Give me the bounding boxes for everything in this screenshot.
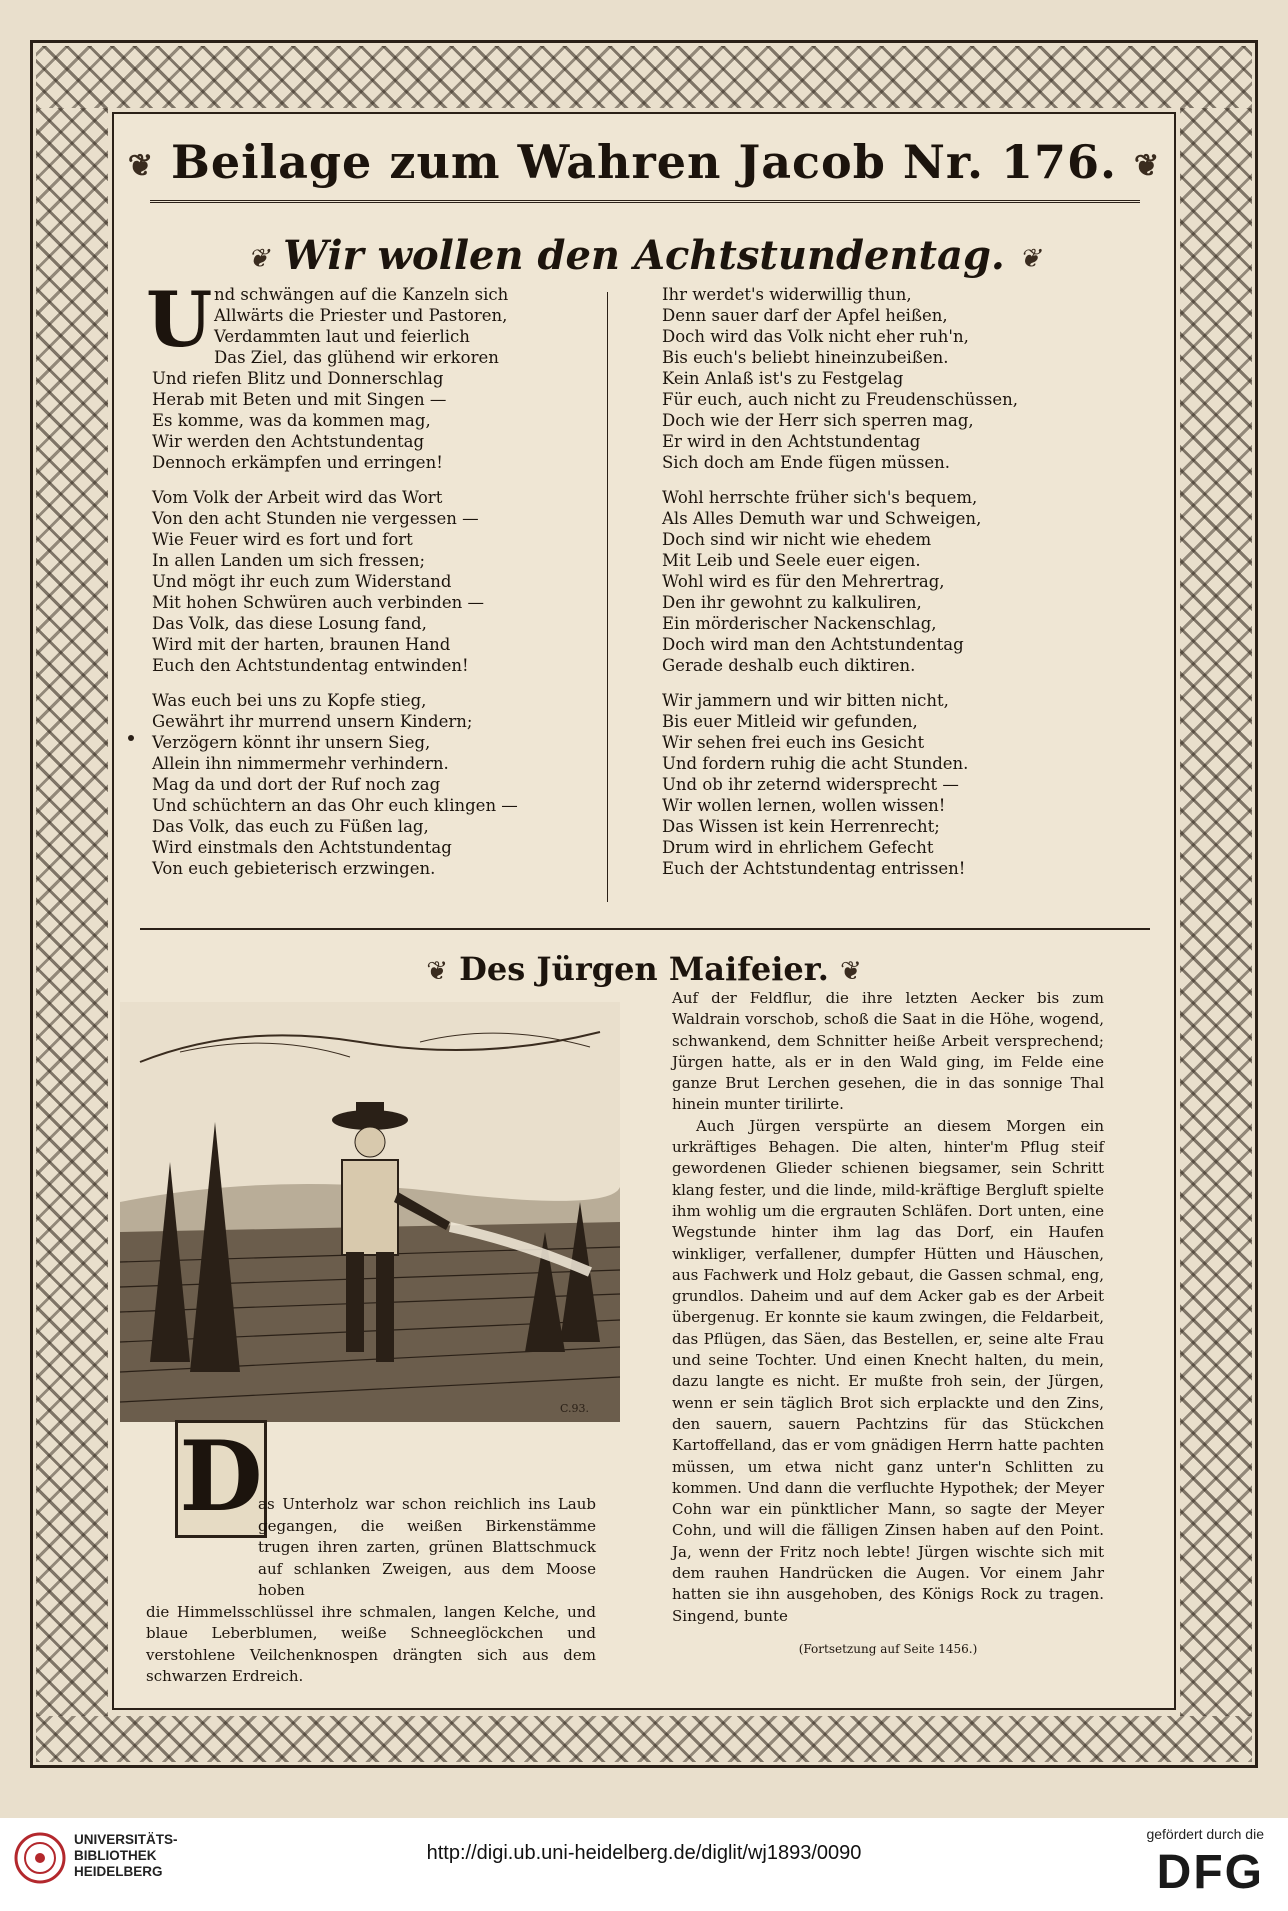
- story-paragraph: Auch Jürgen verspürte an diesem Morgen ein urkräftiges Behagen. Die alten, hinter'm Pflug steif gewordenen Glieder schienen biegsamer, sein Schritt klang fester, und die linde, mild-kräftige Bergluft spielte ihm wohlig um die ergrauten Schläfen. Dort unten, eine Wegstunde hinter ihm lag das Dorf, ein Haufen winkliger, verfallener, dumpfer Hütten und Häuschen, aus Fachwerk und Holz gebaut, die Gassen schmal, eng, grundlos. Daheim und auf dem Acker gab es der Arbeit übergenug. Er konnte sie kaum zwingen, die Feldarbeit, das Pflügen, das Säen, das Bestellen, er, seine alte Frau und seine Tochter. Und einen Knecht halten, du mein, dazu langte es nicht. Er mußte froh sein, der Jürgen, wenn er sein täglich Brot sich erplackte und den Zins, den sauern, sauern Pachtzins für das Stückchen Kartoffelland, das er vom gnädigen Herrn hatte pachten müssen, um etwa nicht ganz unter'n Schlitten zu kommen. Und dann die verfluchte Hypothek; der Meyer Cohn war ein pünktlicher Mann, so sagte der Meyer Cohn, und will die fälligen Zinsen haben auf den Point. Ja, wenn der Fritz noch lebte! Jürgen wischte sich mit dem rauhen Handrücken die Augen. Vor einem Jahr hatten sie ihn ausgehoben, des Königs Rock zu tragen. Singend, bunte: [672, 1116, 1104, 1625]
- verse-line: Drum wird in ehrlichem Gefecht: [662, 838, 934, 857]
- story-text: die Himmelsschlüssel ihre schmalen, langen Kelche, und blaue Leberblumen, weiße Schneeglöckchen und verstohlene Veilchenknospen drängten sich aus dem schwarzen Erdreich.: [146, 1602, 596, 1685]
- verse-line: Sich doch am Ende fügen müssen.: [662, 453, 951, 472]
- verse-line: Es komme, was da kommen mag,: [152, 411, 431, 430]
- verse-line: Wir werden den Achtstundentag: [152, 432, 425, 451]
- verse-line: Das Volk, das euch zu Füßen lag,: [152, 817, 429, 836]
- verse-line: Das Wissen ist kein Herrenrecht;: [662, 817, 940, 836]
- verse-line: Mit Leib und Seele euer eigen.: [662, 551, 921, 570]
- verse-line: nd schwängen auf die Kanzeln sich: [214, 285, 509, 304]
- verse-line: Und fordern ruhig die acht Stunden.: [662, 754, 969, 773]
- verse-line: Wohl wird es für den Mehrertrag,: [662, 572, 945, 591]
- verse-line: Mag da und dort der Ruf noch zag: [152, 775, 441, 794]
- sower-illustration: [120, 1002, 620, 1422]
- permalink[interactable]: http://digi.ub.uni-heidelberg.de/diglit/wj1893/0090: [426, 1842, 862, 1864]
- verse-line: Bis euch's beliebt hineinzubeißen.: [662, 348, 949, 367]
- ink-dot: [128, 735, 134, 741]
- verse-line: Wird mit der harten, braunen Hand: [152, 635, 451, 654]
- leaf-border-left: [36, 108, 108, 1716]
- verse-line: Kein Anlaß ist's zu Festgelag: [662, 369, 904, 388]
- verse-line: Dennoch erkämpfen und erringen!: [152, 453, 443, 472]
- verse-line: Das Volk, das diese Losung fand,: [152, 614, 427, 633]
- section-rule: [140, 928, 1150, 930]
- verse-line: Wir sehen frei euch ins Gesicht: [662, 733, 925, 752]
- verse-line: Und mögt ihr euch zum Widerstand: [152, 572, 452, 591]
- leaf-border-top: [36, 46, 1252, 108]
- verse-line: Wir jammern und wir bitten nicht,: [662, 691, 949, 710]
- verse-line: Und ob ihr zeternd widersprecht —: [662, 775, 959, 794]
- masthead: [120, 135, 1168, 189]
- leaf-border-bottom: [36, 1716, 1252, 1762]
- institution-name: UNIVERSITÄTS- BIBLIOTHEK HEIDELBERG: [74, 1832, 178, 1879]
- flourish-icon: ❦: [1134, 148, 1161, 184]
- story-paragraph: Auf der Feldflur, die ihre letzten Aecker bis zum Waldrain vorschob, schoß die Saat in die Höhe, wogend, schwankend, dem Schnitter heiße Arbeit versprechend; Jürgen hatte, als er in den Wald ging, im Felde eine ganze Brut Lerchen gesehen, die in das sonnige Thal hinein munter tirilirte.: [672, 989, 1104, 1114]
- verse-line: Euch der Achtstundentag entrissen!: [662, 859, 966, 878]
- verse-line: Gewährt ihr murrend unsern Kindern;: [152, 712, 473, 731]
- verse-line: Verdammten laut und feierlich: [214, 327, 470, 346]
- verse-line: Was euch bei uns zu Kopfe stieg,: [152, 691, 427, 710]
- right-stanza: [662, 487, 1122, 676]
- verse-line: Und schüchtern an das Ohr euch klingen —: [152, 796, 518, 815]
- verse-line: Wir wollen lernen, wollen wissen!: [662, 796, 946, 815]
- verse-line: Verzögern könnt ihr unsern Sieg,: [152, 733, 431, 752]
- left-stanza: [152, 284, 607, 473]
- right-stanza: [662, 284, 1122, 473]
- verse-line: Vom Volk der Arbeit wird das Wort: [152, 488, 443, 507]
- poem-column-right: [662, 284, 1122, 893]
- verse-line: Ihr werdet's widerwillig thun,: [662, 285, 912, 304]
- verse-line: Er wird in den Achtstundentag: [662, 432, 921, 451]
- verse-line: Für euch, auch nicht zu Freudenschüssen,: [662, 390, 1018, 409]
- illustration-signature: C.93.: [560, 1402, 590, 1415]
- verse-line: Doch wird das Volk nicht eher ruh'n,: [662, 327, 969, 346]
- masthead-title: Beilage zum Wahren Jacob Nr. 176.: [170, 135, 1118, 189]
- verse-line: Doch wird man den Achtstundentag: [662, 635, 964, 654]
- verse-line: Doch wie der Herr sich sperren mag,: [662, 411, 974, 430]
- verse-line: Mit hohen Schwüren auch verbinden —: [152, 593, 485, 612]
- verse-line: Denn sauer darf der Apfel heißen,: [662, 306, 948, 325]
- poem-column-left: [152, 284, 607, 893]
- story-column-right: [672, 988, 1104, 1627]
- verse-line: Herab mit Beten und mit Singen —: [152, 390, 447, 409]
- verse-line: Gerade deshalb euch diktiren.: [662, 656, 916, 675]
- column-divider: [607, 292, 608, 902]
- story-title: [120, 950, 1168, 988]
- funded-by-label: gefördert durch die: [1146, 1826, 1264, 1842]
- story-drop-cap: D: [175, 1420, 267, 1538]
- verse-line: Ein mörderischer Nackenschlag,: [662, 614, 937, 633]
- verse-line: Den ihr gewohnt zu kalkuliren,: [662, 593, 922, 612]
- verse-line: Allwärts die Priester und Pastoren,: [214, 306, 508, 325]
- leaf-border-right: [1180, 108, 1252, 1716]
- left-stanza: [152, 487, 607, 676]
- continuation-note: (Fortsetzung auf Seite 1456.): [798, 1642, 978, 1656]
- verse-line: Doch sind wir nicht wie ehedem: [662, 530, 932, 549]
- poem-title: [120, 232, 1168, 279]
- right-stanza: [662, 690, 1122, 879]
- verse-line: Wird einstmals den Achtstundentag: [152, 838, 452, 857]
- flourish-icon: ❦: [127, 148, 154, 184]
- poem-drop-cap: U: [146, 275, 213, 364]
- flourish-icon: ❦: [1018, 244, 1041, 274]
- flourish-icon: ❦: [426, 956, 449, 987]
- story-text-indented: as Unterholz war schon reichlich ins Laub gegangen, die weißen Birkenstämme trugen ihren zarten, grünen Blattschmuck auf schlanken Zweigen, aus dem Moose hoben: [258, 1495, 596, 1599]
- story-column-left: [146, 1494, 596, 1688]
- story-title-text: Des Jürgen Maifeier.: [459, 950, 829, 988]
- poem-title-text: Wir wollen den Achtstundentag.: [283, 232, 1005, 279]
- verse-line: Das Ziel, das glühend wir erkoren: [214, 348, 499, 367]
- verse-line: Bis euer Mitleid wir gefunden,: [662, 712, 918, 731]
- verse-line: Als Alles Demuth war und Schweigen,: [662, 509, 982, 528]
- verse-line: Von den acht Stunden nie vergessen —: [152, 509, 479, 528]
- verse-line: Von euch gebieterisch erzwingen.: [152, 859, 436, 878]
- flourish-icon: ❦: [247, 244, 270, 274]
- verse-line: Euch den Achtstundentag entwinden!: [152, 656, 469, 675]
- left-stanza: [152, 690, 607, 879]
- verse-line: Wie Feuer wird es fort und fort: [152, 530, 413, 549]
- verse-line: Allein ihn nimmermehr verhindern.: [152, 754, 449, 773]
- verse-line: Wohl herrschte früher sich's bequem,: [662, 488, 978, 507]
- funder-logo: DFG: [1156, 1846, 1264, 1899]
- verse-line: In allen Landen um sich fressen;: [152, 551, 426, 570]
- masthead-rule: [150, 200, 1140, 203]
- flourish-icon: ❦: [839, 956, 862, 987]
- verse-line: Und riefen Blitz und Donnerschlag: [152, 369, 444, 388]
